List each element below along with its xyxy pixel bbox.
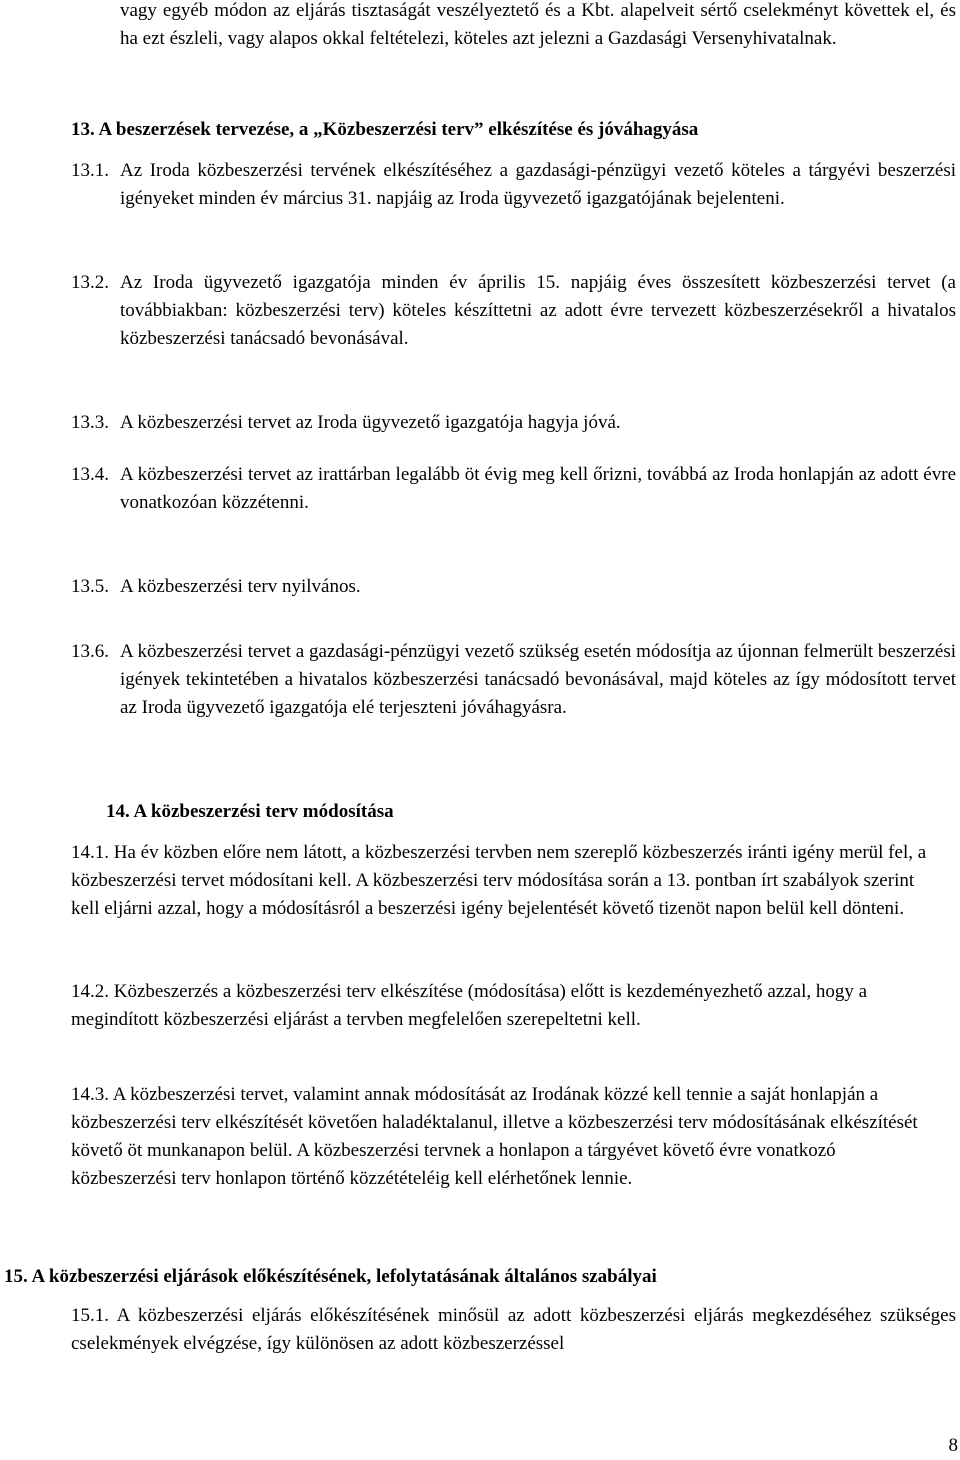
item-text: A közbeszerzési tervet a gazdasági-pénzügyi vezető szükség esetén módosítja az újonnan felmerült beszerzési igények tekintetében a hivatalos közbeszerzési tanácsadó bevonásával, majd köteles az így módosított tervet az Iroda ügyvezető igazgatója elé terjeszteni jóváhagyásra. [120, 641, 956, 718]
section-item-13-3 [71, 409, 956, 437]
item-number: 13.4. [71, 464, 109, 485]
item-text: Az Iroda ügyvezető igazgatója minden év április 15. napjáig éves összesített közbeszerzési tervet (a továbbiakban: közbeszerzési terv) köteles készíttetni az adott évre tervezett közbeszerzésekről a hivatalos közbeszerzési tanácsadó bevonásával. [120, 272, 956, 349]
section-item-13-6 [71, 638, 956, 722]
section-item-13-2 [71, 269, 956, 353]
item-text: A közbeszerzési terv nyilvános. [120, 576, 361, 597]
section-14-title: A közbeszerzési terv módosítása [133, 801, 394, 822]
section-item-14-2: 14.2. Közbeszerzés a közbeszerzési terv elkészítése (módosítása) előtt is kezdeményezhető azzal, hogy a megindított közbeszerzési eljárást a tervben megfelelően szerepeltetni kell. [71, 981, 868, 1030]
item-text: Az Iroda közbeszerzési tervének elkészítéséhez a gazdasági-pénzügyi vezető köteles a tárgyévi beszerzési igényeket minden év március 31. napjáig az Iroda ügyvezető igazgatójának bejelenteni. [120, 160, 956, 209]
item-number: 13.5. [71, 576, 109, 597]
section-15-heading [4, 1263, 657, 1291]
section-item-13-4 [71, 461, 956, 517]
item-text: A közbeszerzési tervet az irattárban legalább öt évig meg kell őrizni, továbbá az Iroda honlapján az adott évre vonatkozóan közzétenni. [120, 464, 956, 513]
section-13-number: 13. [71, 119, 95, 140]
section-item-14-3: 14.3. A közbeszerzési tervet, valamint annak módosítását az Irodának közzé kell tennie a saját honlapján a közbeszerzési terv elkészítését követően haladéktalanul, illetve a közbeszerzési terv módosításának elkészítését követő öt munkanapon belül. A közbeszerzési tervnek a honlapon a tárgyévet követő évre vonatkozó közbeszerzési terv honlapon történő közzétételéig kell elérhetőnek lennie. [71, 1084, 918, 1189]
intro-paragraph: vagy egyéb módon az eljárás tisztaságát veszélyeztető és a Kbt. alapelveit sértő cselekményt követtek el, és ha ezt észleli, vagy alapos okkal feltételezi, köteles azt jelezni a Gazdasági Versenyhivatalnak. [120, 0, 956, 49]
section-item-15-1: 15.1. A közbeszerzési eljárás előkészítésének minősül az adott közbeszerzési eljárás megkezdéséhez szükséges cselekmények elvégzése, így különösen az adott közbeszerzéssel [71, 1305, 956, 1354]
item-number: 13.6. [71, 641, 109, 662]
page-number: 8 [948, 1435, 958, 1456]
item-number: 13.2. [71, 272, 109, 293]
section-14-heading [106, 798, 394, 826]
item-number: 13.3. [71, 412, 109, 433]
section-14-number: 14. [106, 801, 130, 822]
section-13-title: A beszerzések tervezése, a „Közbeszerzési terv” elkészítése és jóváhagyása [98, 119, 699, 140]
item-number: 13.1. [71, 160, 109, 181]
section-item-14-1: 14.1. Ha év közben előre nem látott, a közbeszerzési tervben nem szereplő közbeszerzés iránti igény merül fel, a közbeszerzési tervet módosítani kell. A közbeszerzési terv módosítása során a 13. pontban írt szabályok szerint kell eljárni azzal, hogy a módosításról a beszerzési igény bejelentését követő tizenöt napon belül kell dönteni. [71, 842, 927, 919]
section-13-heading [71, 116, 698, 144]
section-15-title: A közbeszerzési eljárások előkészítésének, lefolytatásának általános szabályai [31, 1266, 657, 1287]
item-text: A közbeszerzési tervet az Iroda ügyvezető igazgatója hagyja jóvá. [120, 412, 621, 433]
section-item-13-5 [71, 573, 956, 601]
section-15-number: 15. [4, 1266, 28, 1287]
section-item-13-1 [71, 157, 956, 213]
